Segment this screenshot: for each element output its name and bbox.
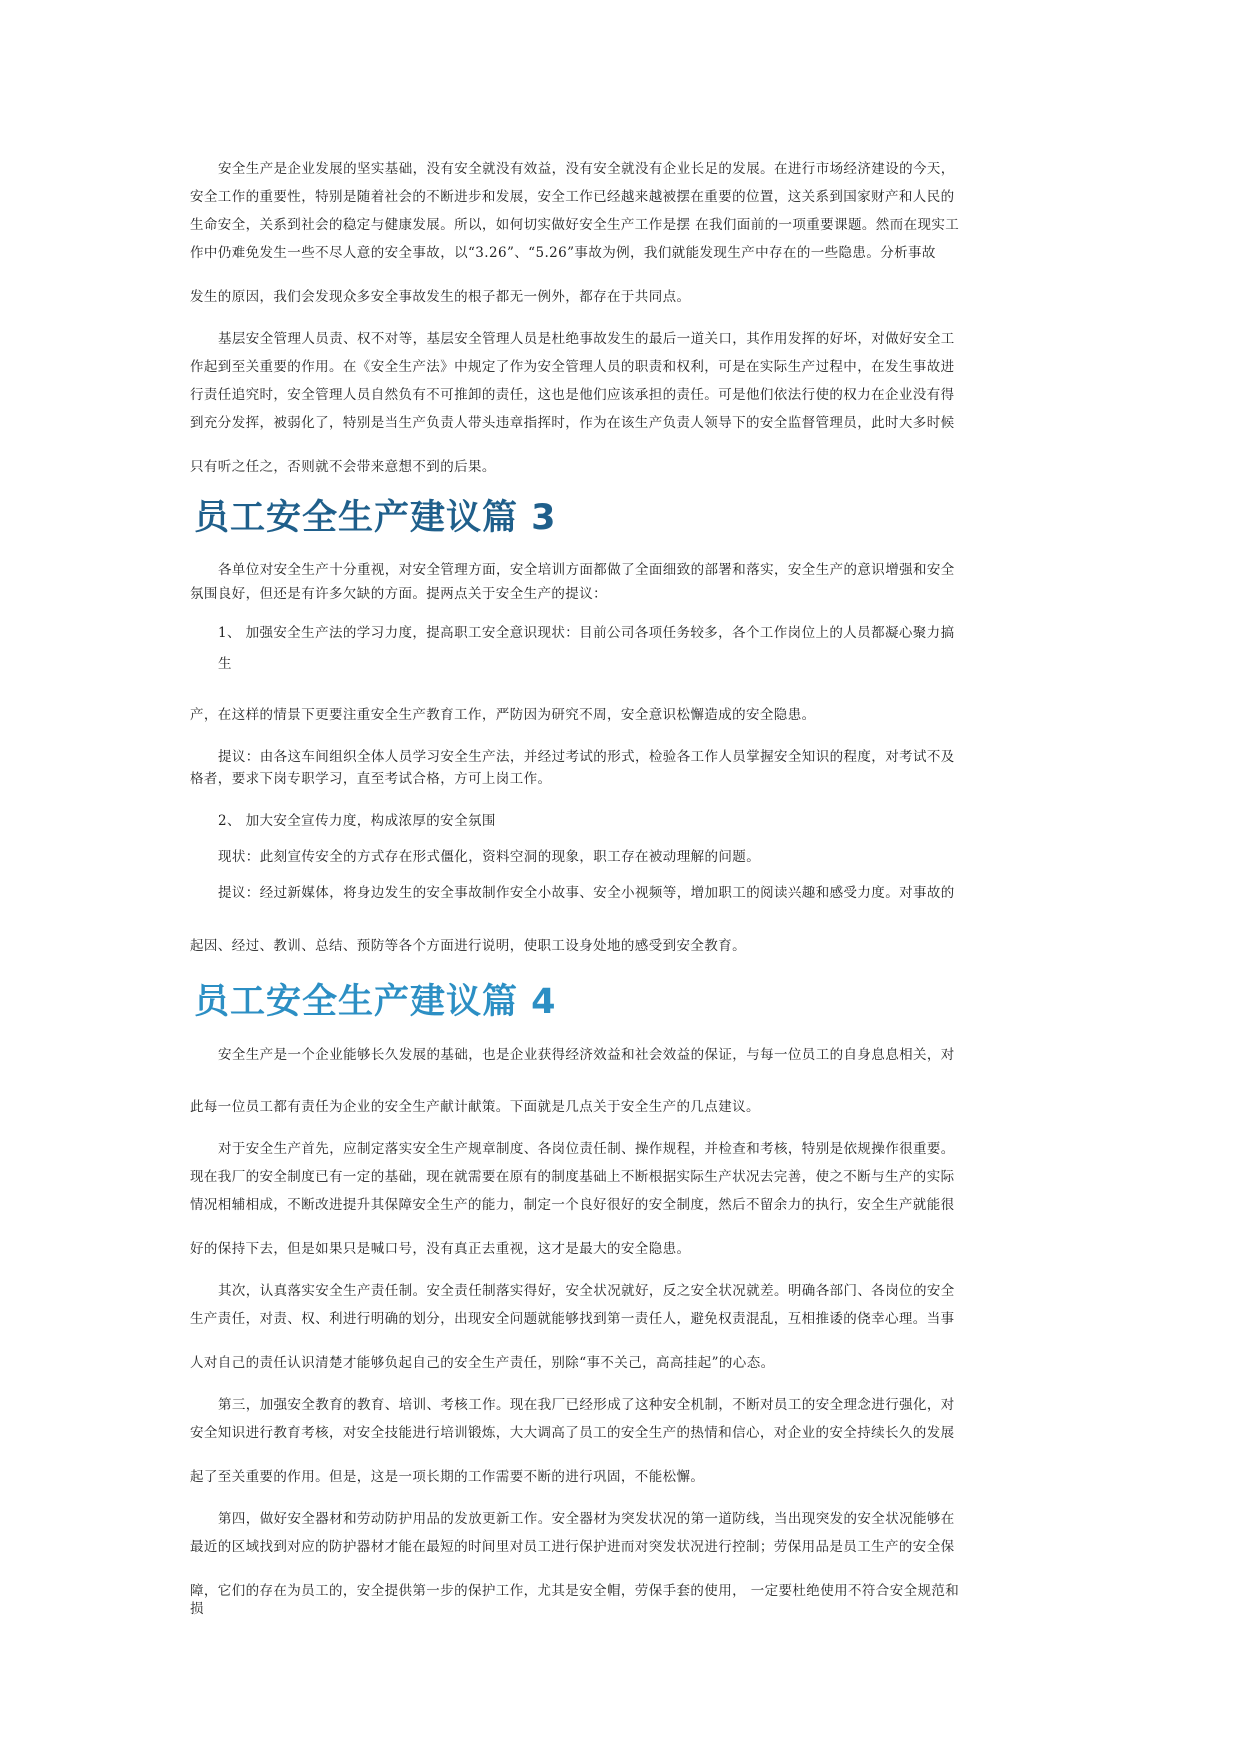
paragraph-line: 各单位对安全生产十分重视，对安全管理方面，安全培训方面都做了全面细致的部署和落实，安全生产的意识增强和安全 — [218, 562, 955, 578]
paragraph-line: 生命安全，关系到社会的稳定与健康发展。所以，如何切实做好安全生产工作是摆 在我们面前的一项重要课题。然而在现实工 — [190, 217, 960, 233]
paragraph-line: 到充分发挥，被弱化了，特别是当生产负责人带头违章指挥时，作为在该生产负责人领导下的安全监督管理员，此时大多时候 — [190, 415, 955, 431]
paragraph-line: 起因、经过、教训、总结、预防等各个方面进行说明，使职工设身处地的感受到安全教育。 — [190, 938, 746, 954]
list-item-line: 生 — [218, 656, 232, 672]
paragraph-line: 只有听之任之，否则就不会带来意想不到的后果。 — [190, 459, 496, 475]
paragraph-line: 好的保持下去，但是如果只是喊口号，没有真正去重视，这才是最大的安全隐患。 — [190, 1241, 691, 1257]
paragraph-line: 此每一位员工都有责任为企业的安全生产献计献策。下面就是几点关于安全生产的几点建议。 — [190, 1099, 760, 1115]
paragraph-line: 现状：此刻宣传安全的方式存在形式僵化，资料空洞的现象，职工存在被动理解的问题。 — [218, 849, 761, 865]
paragraph-line: 发生的原因，我们会发现众多安全事故发生的根子都无一例外，都存在于共同点。 — [190, 289, 691, 305]
paragraph-line: 情况相辅相成，不断改进提升其保障安全生产的能力，制定一个良好很好的安全制度，然后不留余力的执行，安全生产就能很 — [190, 1197, 955, 1213]
list-item-line: 2、 加大安全宣传力度，构成浓厚的安全氛围 — [218, 813, 496, 829]
paragraph-line: 其次，认真落实安全生产责任制。安全责任制落实得好，安全状况就好，反之安全状况就差。明确各部门、各岗位的安全 — [218, 1283, 955, 1299]
paragraph-line: 障，它们的存在为员工的，安全提供第一步的保护工作，尤其是安全帽，劳保手套的使用， 一定要杜绝使用不符合安全规范和 — [190, 1583, 960, 1599]
paragraph-line: 起了至关重要的作用。但是，这是一项长期的工作需要不断的进行巩固，不能松懈。 — [190, 1469, 705, 1485]
paragraph-line: 安全工作的重要性，特别是随着社会的不断进步和发展，安全工作已经越来越被摆在重要的位置，这关系到国家财产和人民的 — [190, 189, 955, 205]
list-item-line: 1、 加强安全生产法的学习力度，提高职工安全意识现状：目前公司各项任务较多，各个工作岗位上的人员都凝心聚力搞 — [218, 625, 955, 641]
paragraph-line: 生产责任，对责、权、利进行明确的划分，出现安全问题就能够找到第一责任人，避免权责混乱，互相推诿的侥幸心理。当事 — [190, 1311, 955, 1327]
paragraph-line: 最近的区域找到对应的防护器材才能在最短的时间里对员工进行保护进而对突发状况进行控制；劳保用品是员工生产的安全保 — [190, 1539, 955, 1555]
paragraph-line: 第三，加强安全教育的教育、培训、考核工作。现在我厂已经形成了这种安全机制，不断对员工的安全理念进行强化，对 — [218, 1397, 955, 1413]
section-heading-3: 员工安全生产建议篇 3 — [194, 498, 557, 538]
paragraph-line: 作起到至关重要的作用。在《安全生产法》中规定了作为安全管理人员的职责和权利，可是在实际生产过程中，在发生事故进 — [190, 359, 955, 375]
paragraph-line: 格者，要求下岗专职学习，直至考试合格，方可上岗工作。 — [190, 771, 552, 787]
paragraph-line: 安全生产是企业发展的坚实基础，没有安全就没有效益，没有安全就没有企业长足的发展。在进行市场经济建设的今天， — [218, 161, 955, 177]
paragraph-line: 氛围良好，但还是有许多欠缺的方面。提两点关于安全生产的提议： — [190, 586, 607, 602]
paragraph-line: 现在我厂的安全制度已有一定的基础，现在就需要在原有的制度基础上不断根据实际生产状况去完善，使之不断与生产的实际 — [190, 1169, 955, 1185]
paragraph-line: 提议：经过新媒体，将身边发生的安全事故制作安全小故事、安全小视频等，增加职工的阅读兴趣和感受力度。对事故的 — [218, 885, 955, 901]
paragraph-line: 安全生产是一个企业能够长久发展的基础，也是企业获得经济效益和社会效益的保证，与每一位员工的自身息息相关，对 — [218, 1047, 955, 1063]
paragraph-line: 提议：由各这车间组织全体人员学习安全生产法，并经过考试的形式，检验各工作人员掌握安全知识的程度，对考试不及 — [218, 749, 955, 765]
paragraph-line: 作中仍难免发生一些不尽人意的安全事故，以“3.26”、“5.26”事故为例，我们就能发现生产中存在的一些隐患。分析事故 — [190, 245, 936, 261]
paragraph-line: 人对自己的责任认识清楚才能够负起自己的安全生产责任，别除“事不关己，高高挂起”的心态。 — [190, 1355, 775, 1371]
paragraph-line: 对于安全生产首先，应制定落实安全生产规章制度、各岗位责任制、操作规程，并检查和考核，特别是依规操作很重要。 — [218, 1141, 955, 1157]
paragraph-line: 第四，做好安全器材和劳动防护用品的发放更新工作。安全器材为突发状况的第一道防线，当出现突发的安全状况能够在 — [218, 1511, 955, 1527]
paragraph-line: 损 — [190, 1601, 204, 1617]
paragraph-line: 行责任追究时，安全管理人员自然负有不可推卸的责任，这也是他们应该承担的责任。可是他们依法行使的权力在企业没有得 — [190, 387, 955, 403]
paragraph-line: 产，在这样的情景下更要注重安全生产教育工作，严防因为研究不周，安全意识松懈造成的安全隐患。 — [190, 707, 816, 723]
paragraph-line: 安全知识进行教育考核，对安全技能进行培训锻炼，大大调高了员工的安全生产的热情和信心，对企业的安全持续长久的发展 — [190, 1425, 955, 1441]
paragraph-line: 基层安全管理人员责、权不对等，基层安全管理人员是杜绝事故发生的最后一道关口，其作用发挥的好坏，对做好安全工 — [218, 331, 955, 347]
section-heading-4: 员工安全生产建议篇 4 — [194, 982, 557, 1022]
